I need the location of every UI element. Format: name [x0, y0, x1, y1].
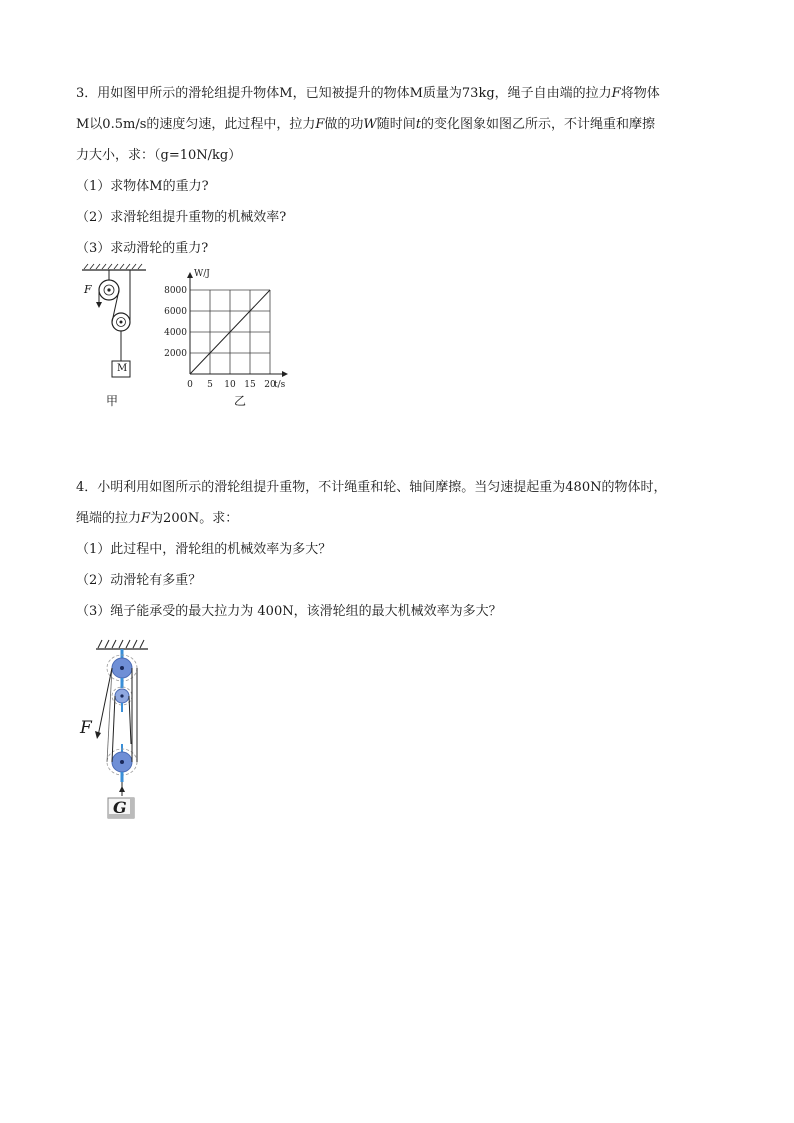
- q4-subquestion-3: （3）绳子能承受的最大拉力为 400N，该滑轮组的最大机械效率为多大？: [76, 604, 502, 619]
- q4-subquestion-2: （2）动滑轮有多重？: [76, 573, 202, 588]
- q4-force-label: F: [80, 718, 92, 738]
- q3-caption-jia: 甲: [106, 394, 119, 408]
- q3-stem-line-3: 力大小，求：（g=10N/kg）: [76, 148, 242, 163]
- x-axis-label: t/s: [274, 380, 286, 390]
- x-tick-label: 5: [207, 380, 213, 390]
- q3-force-label: F: [84, 283, 92, 296]
- q3-subquestion-2: （2）求滑轮组提升重物的机械效率?: [76, 210, 287, 225]
- y-axis-label: W/J: [194, 269, 210, 279]
- q4-weight-label: G: [113, 798, 127, 817]
- question-3: [76, 78, 726, 264]
- q4-subquestion-1: （1）此过程中，滑轮组的机械效率为多大？: [76, 542, 332, 557]
- q4-number: 4．: [76, 480, 98, 495]
- q4-stem-line-1: 4．小明利用如图所示的滑轮组提升重物，不计绳重和轮、轴间摩擦。当匀速提起重为480N的物体时，: [76, 480, 667, 495]
- q3-stem-line-1: 3．用如图甲所示的滑轮组提升物体M，已知被提升的物体M质量为73kg，绳子自由端的拉力F将物体: [76, 86, 660, 101]
- work-time-chart: [160, 262, 310, 412]
- y-axis-arrow: [187, 272, 193, 278]
- question-4: [76, 472, 726, 627]
- q3-stem-line-2: M以0.5m/s的速度匀速，此过程中，拉力F做的功W随时间t的变化图象如图乙所示，不计绳重和摩擦: [76, 117, 656, 132]
- q3-subquestion-3: （3）求动滑轮的重力?: [76, 241, 209, 256]
- y-tick-label: 8000: [164, 286, 187, 296]
- q4-figure: [76, 636, 166, 826]
- x-tick-label: 15: [244, 380, 256, 390]
- q3-block-label: M: [117, 363, 128, 374]
- x-tick-label: 10: [224, 380, 236, 390]
- y-tick-label: 6000: [164, 307, 187, 317]
- ceiling-hatch: [84, 264, 142, 269]
- q4-stem-line-2: 绳端的拉力F为200N。求：: [76, 511, 239, 526]
- x-axis-arrow: [282, 371, 288, 377]
- x-tick-label: 20: [264, 380, 276, 390]
- y-tick-label: 2000: [164, 349, 187, 359]
- q3-number: 3．: [76, 86, 98, 101]
- ceiling-hatch: [98, 640, 144, 648]
- q3-subquestion-1: （1）求物体M的重力?: [76, 179, 209, 194]
- q3-caption-yi: 乙: [234, 394, 247, 408]
- y-tick-label: 4000: [164, 328, 187, 338]
- x-tick-label: 0: [187, 380, 193, 390]
- q3-figure-jia: [76, 262, 156, 412]
- q3-figure-yi: [160, 262, 310, 412]
